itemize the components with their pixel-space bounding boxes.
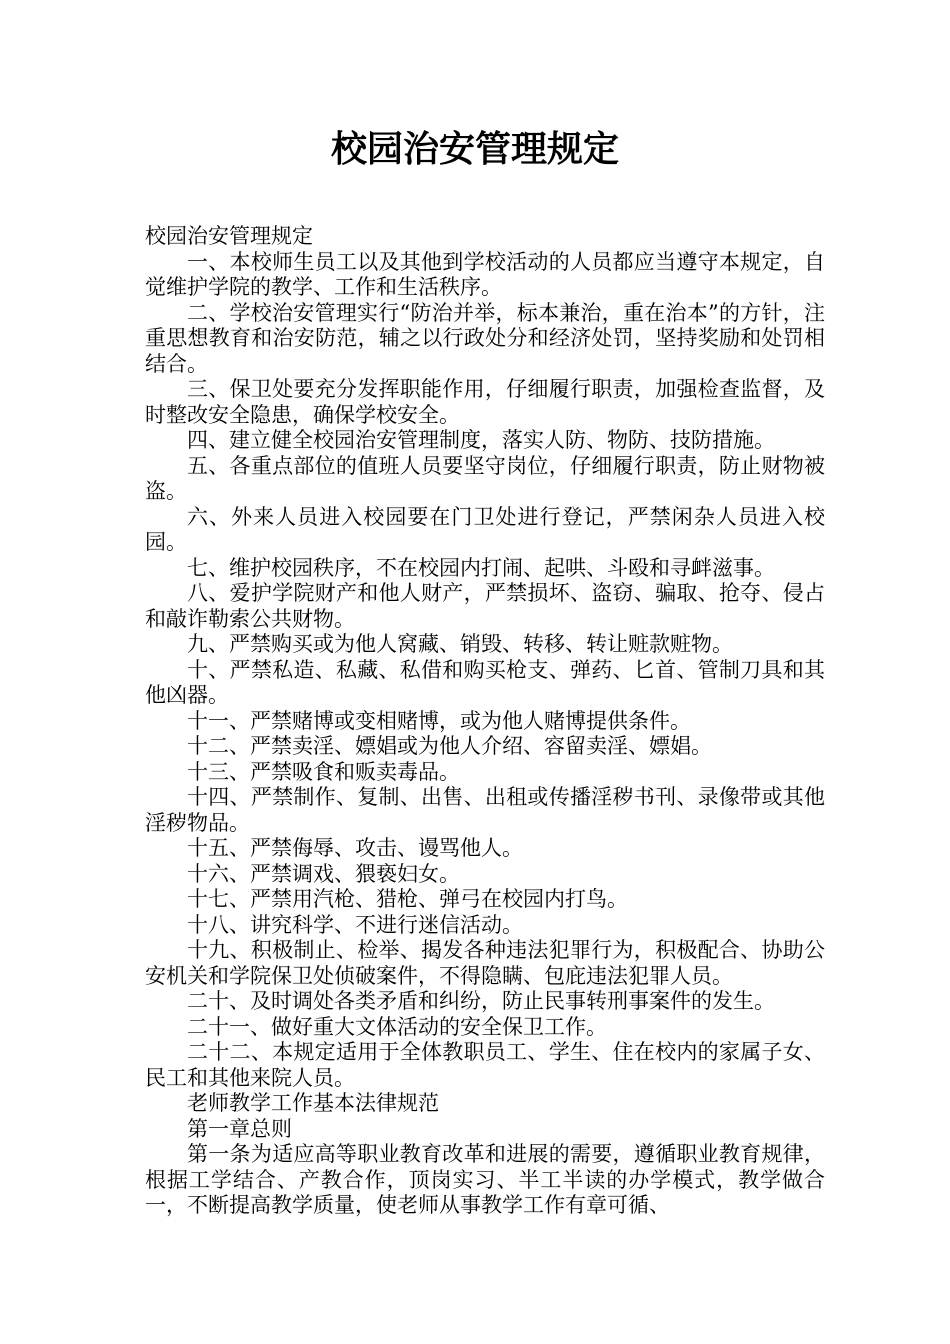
document-body [145,224,825,1219]
document-paragraph: 二、学校治安管理实行“防治并举，标本兼治，重在治本”的方针，注重思想教育和治安防范，辅之以行政处分和经济处罚，坚持奖励和处罚相结合。 [145,300,825,376]
document-paragraph: 二十一、做好重大文体活动的安全保卫工作。 [187,1014,607,1039]
document-paragraph: 五、各重点部位的值班人员要坚守岗位，仔细履行职责，防止财物被盗。 [145,453,825,503]
document-paragraph: 四、建立健全校园治安管理制度，落实人防、物防、技防措施。 [187,428,775,452]
document-paragraph: 校园治安管理规定 [145,224,313,248]
document-paragraph: 六、外来人员进入校园要在门卫处进行登记，严禁闲杂人员进入校园。 [145,504,825,554]
document-paragraph: 二十、及时调处各类矛盾和纠纷，防止民事转刑事案件的发生。 [187,989,775,1013]
document-paragraph: 十八、讲究科学、不进行迷信活动。 [187,912,523,937]
document-paragraph: 二十二、本规定适用于全体教职员工、学生、住在校内的家属子女、民工和其他来院人员。 [145,1040,825,1090]
document-paragraph: 十六、严禁调戏、猥亵妇女。 [187,861,460,886]
document-paragraph: 七、维护校园秩序，不在校园内打闹、起哄、斗殴和寻衅滋事。 [187,555,775,580]
document-paragraph: 十四、严禁制作、复制、出售、出租或传播淫秽书刊、录像带或其他淫秽物品。 [145,785,825,835]
document-paragraph: 九、严禁购买或为他人窝藏、销毁、转移、转让赃款赃物。 [187,632,733,656]
document-paragraph: 十、严禁私造、私藏、私借和购买枪支、弹药、匕首、管制刀具和其他凶器。 [145,657,825,707]
document-paragraph: 第一条为适应高等职业教育改革和进展的需要，遵循职业教育规律，根据工学结合、产教合作，顶岗实习、半工半读的办学模式，教学做合一，不断提高教学质量，使老师从事教学工作有章可循、 [145,1142,825,1217]
document-title: 校园治安管理规定 [330,129,619,170]
document-paragraph: 十九、积极制止、检举、揭发各种违法犯罪行为，积极配合、协助公安机关和学院保卫处侦破案件，不得隐瞒、包庇违法犯罪人员。 [145,938,825,988]
document-paragraph: 老师教学工作基本法律规范 [187,1091,439,1115]
document-paragraph: 十七、严禁用汽枪、猎枪、弹弓在校园内打鸟。 [187,887,628,911]
document-paragraph: 十五、严禁侮辱、攻击、谩骂他人。 [187,836,523,860]
document-paragraph: 十一、严禁赌博或变相赌博，或为他人赌博提供条件。 [187,708,691,733]
document-paragraph: 第一章总则 [187,1116,292,1141]
document-paragraph: 一、本校师生员工以及其他到学校活动的人员都应当遵守本规定，自觉维护学院的教学、工作和生活秩序。 [145,249,825,299]
document-paragraph: 八、爱护学院财产和他人财产，严禁损坏、盗窃、骗取、抢夺、侵占和敲诈勒索公共财物。 [145,581,825,631]
document-paragraph: 十三、严禁吸食和贩卖毒品。 [187,759,460,784]
document-paragraph: 十二、严禁卖淫、嫖娼或为他人介绍、容留卖淫、嫖娼。 [187,734,712,758]
document-paragraph: 三、保卫处要充分发挥职能作用，仔细履行职责，加强检查监督，及时整改安全隐患，确保学校安全。 [145,377,825,427]
